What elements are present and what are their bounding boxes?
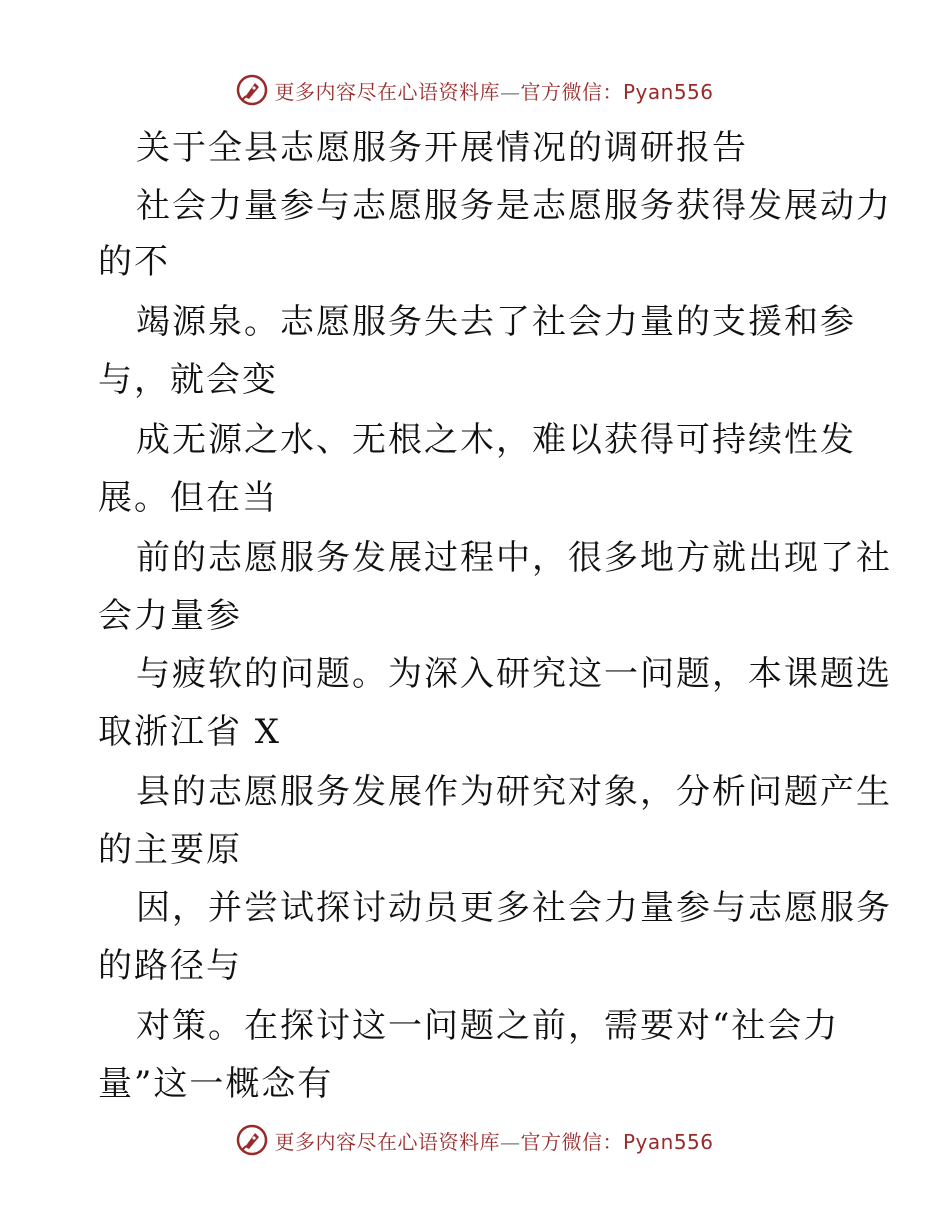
banner-text bbox=[274, 1126, 713, 1155]
banner-brand: 更多内容尽在心语资料库 bbox=[274, 79, 500, 104]
text-line: 成无源之水、无根之木，难以获得可持续性发 bbox=[136, 420, 856, 460]
footer-banner bbox=[0, 1120, 950, 1160]
banner-brand: 更多内容尽在心语资料库 bbox=[274, 1129, 500, 1154]
banner-dash: — bbox=[499, 79, 521, 104]
document-title: 关于全县志愿服务开展情况的调研报告 bbox=[136, 128, 748, 168]
banner-text bbox=[274, 76, 713, 105]
banner-account: Pyan556 bbox=[622, 79, 714, 104]
pen-nib-logo-icon bbox=[236, 1124, 268, 1156]
text-line: 与，就会变 bbox=[98, 360, 278, 400]
text-line: 的路径与 bbox=[98, 946, 242, 986]
pen-nib-logo-icon bbox=[236, 74, 268, 106]
banner-separator: ： bbox=[602, 79, 623, 104]
text-line: 竭源泉。志愿服务失去了社会力量的支援和参 bbox=[136, 302, 856, 342]
banner-separator: ： bbox=[602, 1129, 623, 1154]
banner-wechat-label: 官方微信 bbox=[520, 1129, 603, 1154]
header-banner bbox=[0, 70, 950, 110]
text-line: 展。但在当 bbox=[98, 478, 278, 518]
banner-dash: — bbox=[499, 1129, 521, 1154]
text-line: 对策。在探讨这一问题之前，需要对“社会力 bbox=[136, 1006, 840, 1046]
text-line: 会力量参 bbox=[98, 596, 242, 636]
text-line: 的主要原 bbox=[98, 830, 242, 870]
text-line: 与疲软的问题。为深入研究这一问题，本课题选 bbox=[136, 654, 892, 694]
text-line: 量”这一概念有 bbox=[98, 1064, 334, 1104]
banner-account: Pyan556 bbox=[622, 1129, 714, 1154]
text-line: 的不 bbox=[98, 242, 170, 282]
text-line: 县的志愿服务发展作为研究对象，分析问题产生 bbox=[136, 772, 892, 812]
banner-wechat-label: 官方微信 bbox=[520, 79, 603, 104]
text-line: 因，并尝试探讨动员更多社会力量参与志愿服务 bbox=[136, 888, 892, 928]
text-line: 社会力量参与志愿服务是志愿服务获得发展动力 bbox=[136, 186, 892, 226]
text-line: 取浙江省 X bbox=[98, 712, 282, 752]
text-line: 前的志愿服务发展过程中，很多地方就出现了社 bbox=[136, 538, 892, 578]
